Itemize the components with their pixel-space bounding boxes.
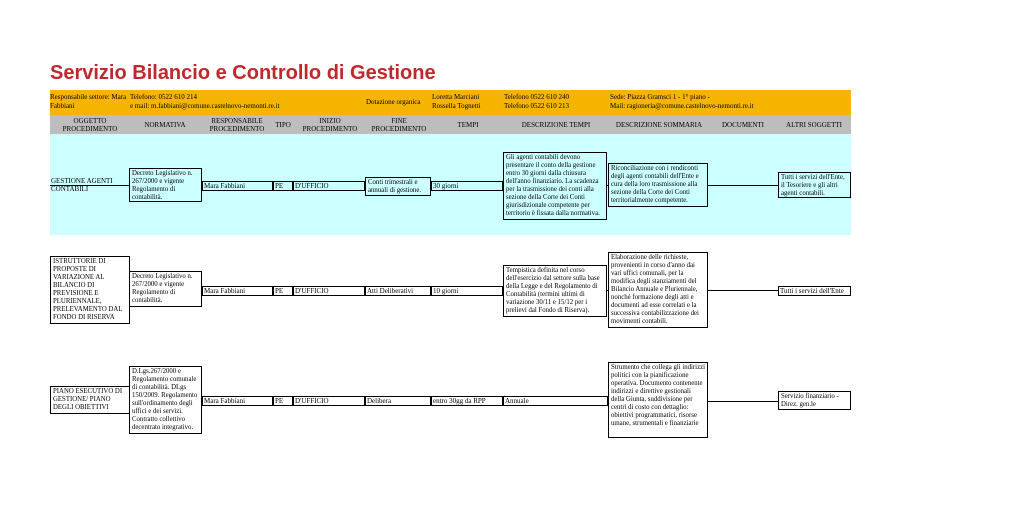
descrizione-tempi-cell: Annuale	[503, 396, 608, 406]
email-responsabile: e mail: m.fabbiani@comune.castelnovo-nemonti.re.it	[130, 102, 280, 110]
header-fine: FINE PROCEDIMENTO	[371, 117, 427, 133]
header-responsabile: RESPONSABILE PROCEDIMENTO	[209, 117, 265, 133]
header-normativa: NORMATIVA	[144, 121, 186, 129]
descrizione-sommaria-cell: Strumento che collega gli indirizzi politici con la pianificazione operativa. Documento contenente indirizzi e direttive gestionali della Giunta, suddivisione per centri di costo con dettaglio: obiettivi programmatici, risorse umane, strumentali e finanziarie	[608, 362, 708, 438]
header-inizio: INIZIO PROCEDIMENTO	[302, 117, 358, 133]
tempi-cell: 10 giorni	[431, 286, 503, 296]
tipo-cell: PE	[273, 181, 293, 191]
fine-cell: Conti trimestrali e annuali di gestione.	[365, 177, 431, 196]
oggetto-cell: ISTRUTTORIE DI PROPOSTE DI VARIAZIONE AL BILANCIO DI PREVISIONE E PLURIENNALE, PRELEVAMENTO DAL FONDO DI RISERVA	[50, 256, 130, 324]
header-descrizione-tempi: DESCRIZIONE TEMPI	[521, 121, 591, 129]
tipo-cell: PE	[273, 286, 293, 296]
inizio-cell: D'UFFICIO	[293, 286, 365, 296]
header-documenti: DOCUMENTI	[722, 121, 764, 129]
telefono-staff-2: Telefono 0522 610 213	[504, 102, 570, 110]
altri-soggetti-cell: Servizio finanziario - Direz. gen.le	[778, 391, 851, 410]
descrizione-tempi-cell: Gli agenti contabili devono presentare il conto della gestione entro 30 giorni dalla chiusura dell'anno finanziario. La scadenza per la trasmissione dei conti alla sezione della Corte dei Conti giurisdizionale competente per territorio è fissata dalla normativa.	[503, 152, 607, 220]
header-tempi: TEMPI	[457, 121, 479, 129]
header-oggetto: OGGETTO PROCEDIMENTO	[62, 117, 118, 133]
mail-ragioneria: Mail: ragioneria@comune.castelnovo-nemonti.re.it	[610, 102, 754, 110]
telefono-responsabile: Telefono: 0522 610 214	[130, 93, 197, 101]
altri-soggetti-cell: Tutti i servizi dell'Ente, il Tesoriere e gli altri agenti contabili.	[778, 172, 851, 198]
inizio-cell: D'UFFICIO	[293, 181, 365, 191]
responsabile-cell: Mara Fabbiani	[202, 396, 273, 406]
dotazione-organica: Dotazione organica	[366, 98, 421, 106]
normativa-cell: Decreto Legislativo n. 267/2000 e vigente Regolamento di contabilità.	[129, 168, 202, 202]
header-tipo: TIPO	[275, 121, 291, 129]
oggetto-cell: PIANO ESECUTIVO DI GESTIONE/ PIANO DEGLI OBIETTIVI	[50, 386, 130, 414]
inizio-cell: D'UFFICIO	[293, 396, 365, 406]
oggetto-cell: GESTIONE AGENTI CONTABILI	[51, 177, 113, 193]
normativa-cell: D.Lgs.267/2000 e Regolamento comunale di contabilità. DLgs 150/2009. Regolamento sull'ordinamento degli uffici e dei servizi. Contratto collettivo decentrato integrativo.	[129, 366, 202, 434]
responsabile-settore: Responsabile settore: Mara Fabbiani	[50, 93, 127, 110]
descrizione-sommaria-cell: Elaborazione delle richieste, provenienti in corso d'anno dai vari uffici comunali, per la modifica degli stanziamenti del Bilancio Annuale e Pluriennale, nonché formazione degli atti e documenti ad esse correlati e la successiva contabilizzazione dei movimenti contabili.	[608, 252, 708, 328]
tempi-cell: 30 giorni	[431, 181, 503, 191]
tempi-cell: entro 30gg da RPP	[431, 396, 503, 406]
normativa-cell: Decreto Legislativo n. 267/2000 e vigente Regolamento di contabilità.	[129, 271, 202, 307]
descrizione-sommaria-cell: Riconciliazione con i rendiconti degli agenti contabili dell'Ente e cura della loro trasmissione alla sezione della Corte dei Conti territorialmente competente.	[608, 163, 708, 207]
staff-1: Loretta Marciani	[432, 93, 480, 101]
responsabile-cell: Mara Fabbiani	[202, 181, 273, 191]
telefono-staff-1: Telefono 0522 610 240	[504, 93, 570, 101]
staff-2: Rossella Tognetti	[432, 102, 481, 110]
header-descrizione-sommaria: DESCRIZIONE SOMMARIA	[615, 121, 703, 129]
sede: Sede: Piazza Gramsci 1 - 1° piano -	[610, 93, 710, 101]
responsabile-cell: Mara Fabbiani	[202, 286, 273, 296]
descrizione-tempi-cell: Tempistica definita nel corso dell'esercizio dal settore sulla base della Legge e del Regolamento di Contabilità (termini ultimi di variazione 30/11 e 15/12 per i prelievi dal Fondo di Riserva).	[503, 265, 607, 317]
page-title: Servizio Bilancio e Controllo di Gestione	[50, 62, 436, 84]
fine-cell: Delibera	[365, 396, 431, 406]
fine-cell: Atti Deliberativi	[365, 286, 431, 296]
tipo-cell: PE	[273, 396, 293, 406]
header-altri-soggetti: ALTRI SOGGETTI	[786, 121, 842, 129]
altri-soggetti-cell: Tutti i servizi dell'Ente	[778, 286, 851, 296]
